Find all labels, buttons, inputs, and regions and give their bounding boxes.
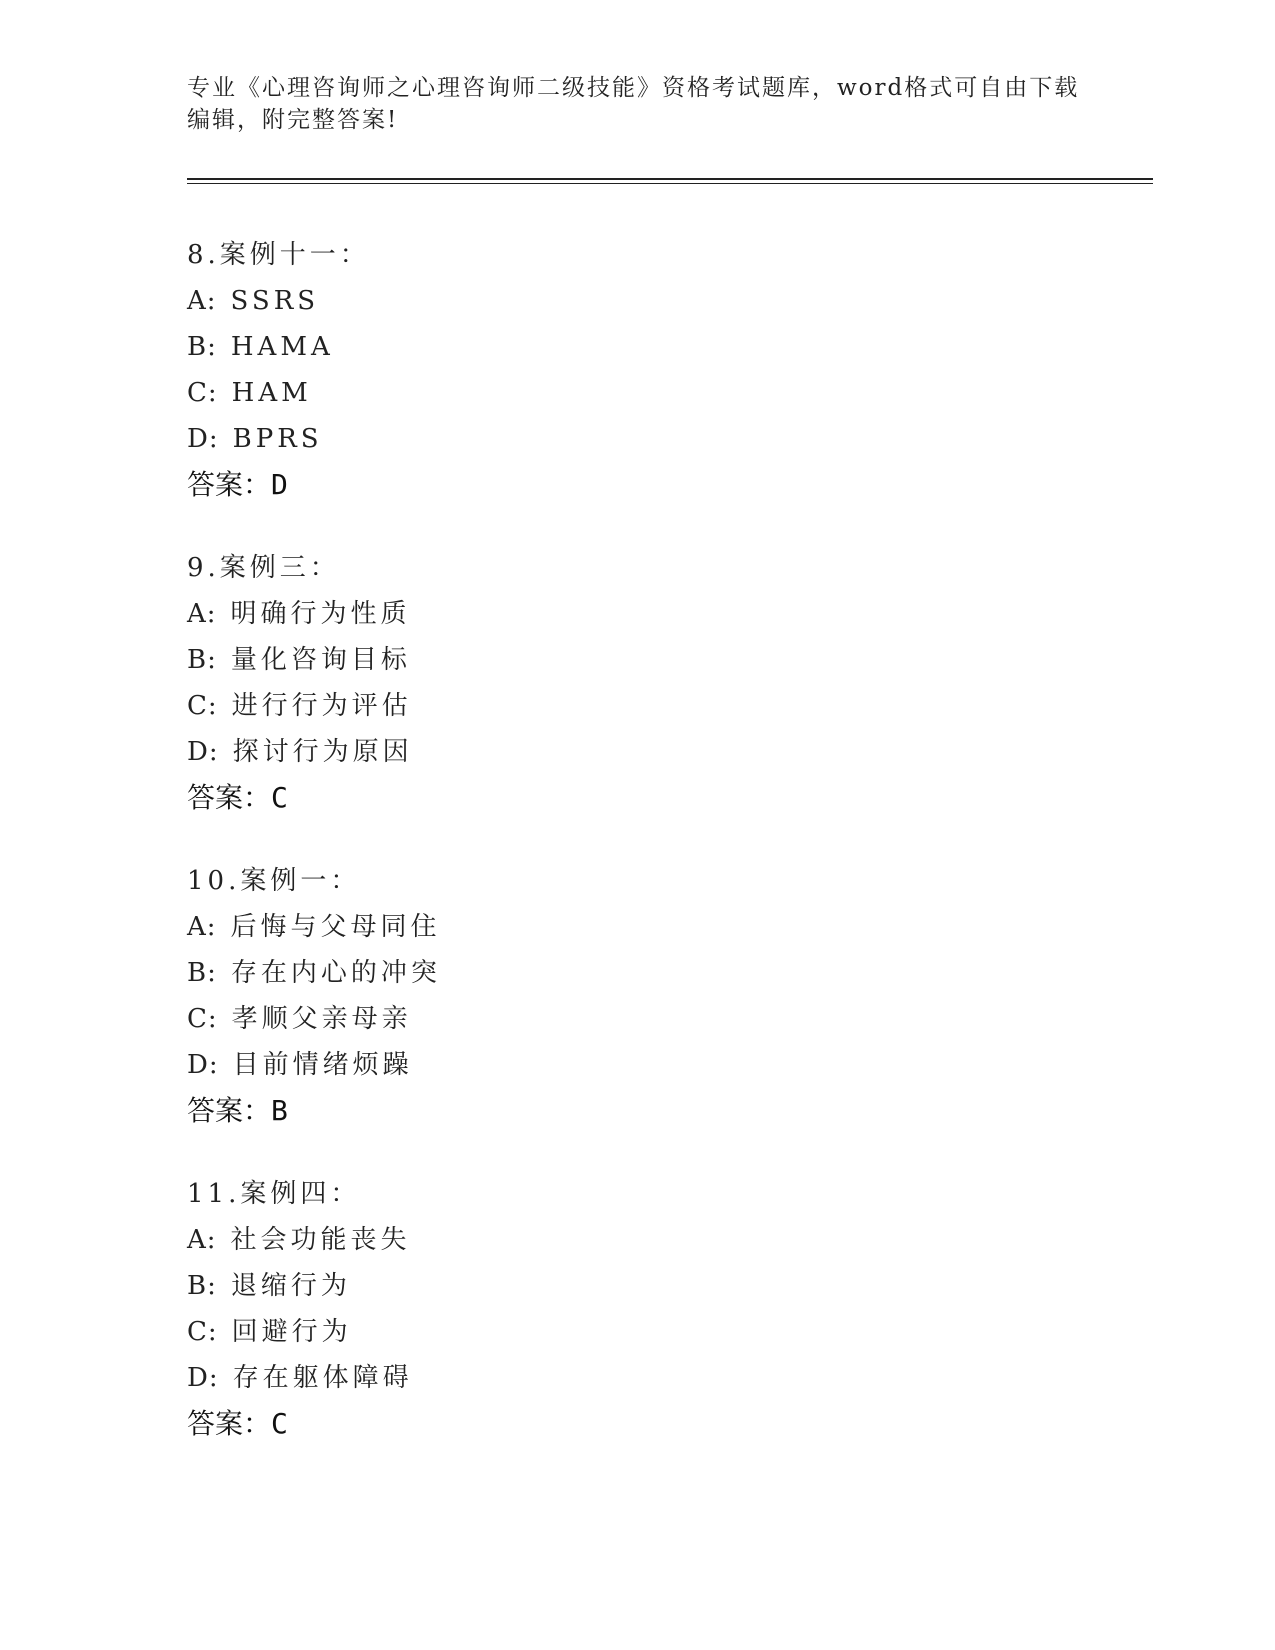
option-text: 明确行为性质 — [230, 599, 411, 629]
option-text: 孝顺父亲母亲 — [231, 1004, 412, 1034]
header-line-2: 编辑，附完整答案! — [187, 107, 399, 133]
option-text: 进行行为评估 — [231, 691, 412, 721]
option-text: 回避行为 — [231, 1317, 352, 1347]
option-text: 存在内心的冲突 — [230, 958, 441, 988]
question-title: 8.案例十一： — [187, 240, 370, 270]
option-row — [187, 637, 1087, 683]
option-text: SSRS — [230, 286, 320, 316]
option-row — [187, 591, 1087, 637]
option-row — [187, 370, 1087, 416]
option-text: 退缩行为 — [230, 1271, 351, 1301]
header-line-1: 专业《心理咨询师之心理咨询师二级技能》资格考试题库，word格式可自由下载 — [187, 75, 1080, 101]
answer-line: 答案：C — [187, 1407, 288, 1440]
option-row — [187, 950, 1087, 996]
option-label: D: — [187, 424, 219, 454]
question-item — [187, 232, 1087, 508]
option-text: BPRS — [232, 424, 323, 454]
option-label: C: — [187, 1317, 218, 1347]
option-label: A: — [187, 599, 217, 629]
option-label: B: — [187, 1271, 217, 1301]
answer-line: 答案：D — [187, 468, 288, 501]
option-text: HAM — [231, 378, 312, 408]
answer-line: 答案：C — [187, 781, 288, 814]
option-row — [187, 904, 1087, 950]
question-item — [187, 858, 1087, 1134]
question-item — [187, 1171, 1087, 1447]
option-text: 探讨行为原因 — [232, 737, 413, 767]
option-row — [187, 1263, 1087, 1309]
header-divider-thin — [187, 183, 1153, 184]
option-row — [187, 278, 1087, 324]
option-label: C: — [187, 378, 218, 408]
option-row — [187, 683, 1087, 729]
option-text: 量化咨询目标 — [230, 645, 411, 675]
option-row — [187, 416, 1087, 462]
answer-line: 答案：B — [187, 1094, 288, 1127]
header-divider-thick — [187, 178, 1153, 180]
option-row — [187, 729, 1087, 775]
option-label: D: — [187, 1363, 219, 1393]
option-label: B: — [187, 645, 217, 675]
question-title: 10.案例一： — [187, 866, 361, 896]
option-label: A: — [187, 286, 217, 316]
option-label: C: — [187, 691, 218, 721]
option-text: 存在躯体障碍 — [232, 1363, 413, 1393]
option-row — [187, 324, 1087, 370]
option-row — [187, 1217, 1087, 1263]
option-label: B: — [187, 332, 217, 362]
option-label: D: — [187, 737, 219, 767]
question-title: 9.案例三： — [187, 553, 340, 583]
option-label: A: — [187, 1225, 217, 1255]
option-text: 社会功能丧失 — [230, 1225, 411, 1255]
option-label: D: — [187, 1050, 219, 1080]
option-text: 目前情绪烦躁 — [232, 1050, 413, 1080]
option-row — [187, 1309, 1087, 1355]
option-row — [187, 1042, 1087, 1088]
option-label: A: — [187, 912, 217, 942]
option-label: C: — [187, 1004, 218, 1034]
option-text: HAMA — [230, 332, 334, 362]
option-row — [187, 996, 1087, 1042]
question-list — [187, 232, 1087, 1484]
question-title: 11.案例四： — [187, 1179, 361, 1209]
question-item — [187, 545, 1087, 821]
option-text: 后悔与父母同住 — [230, 912, 441, 942]
option-row — [187, 1355, 1087, 1401]
document-header — [187, 72, 1087, 136]
option-label: B: — [187, 958, 217, 988]
